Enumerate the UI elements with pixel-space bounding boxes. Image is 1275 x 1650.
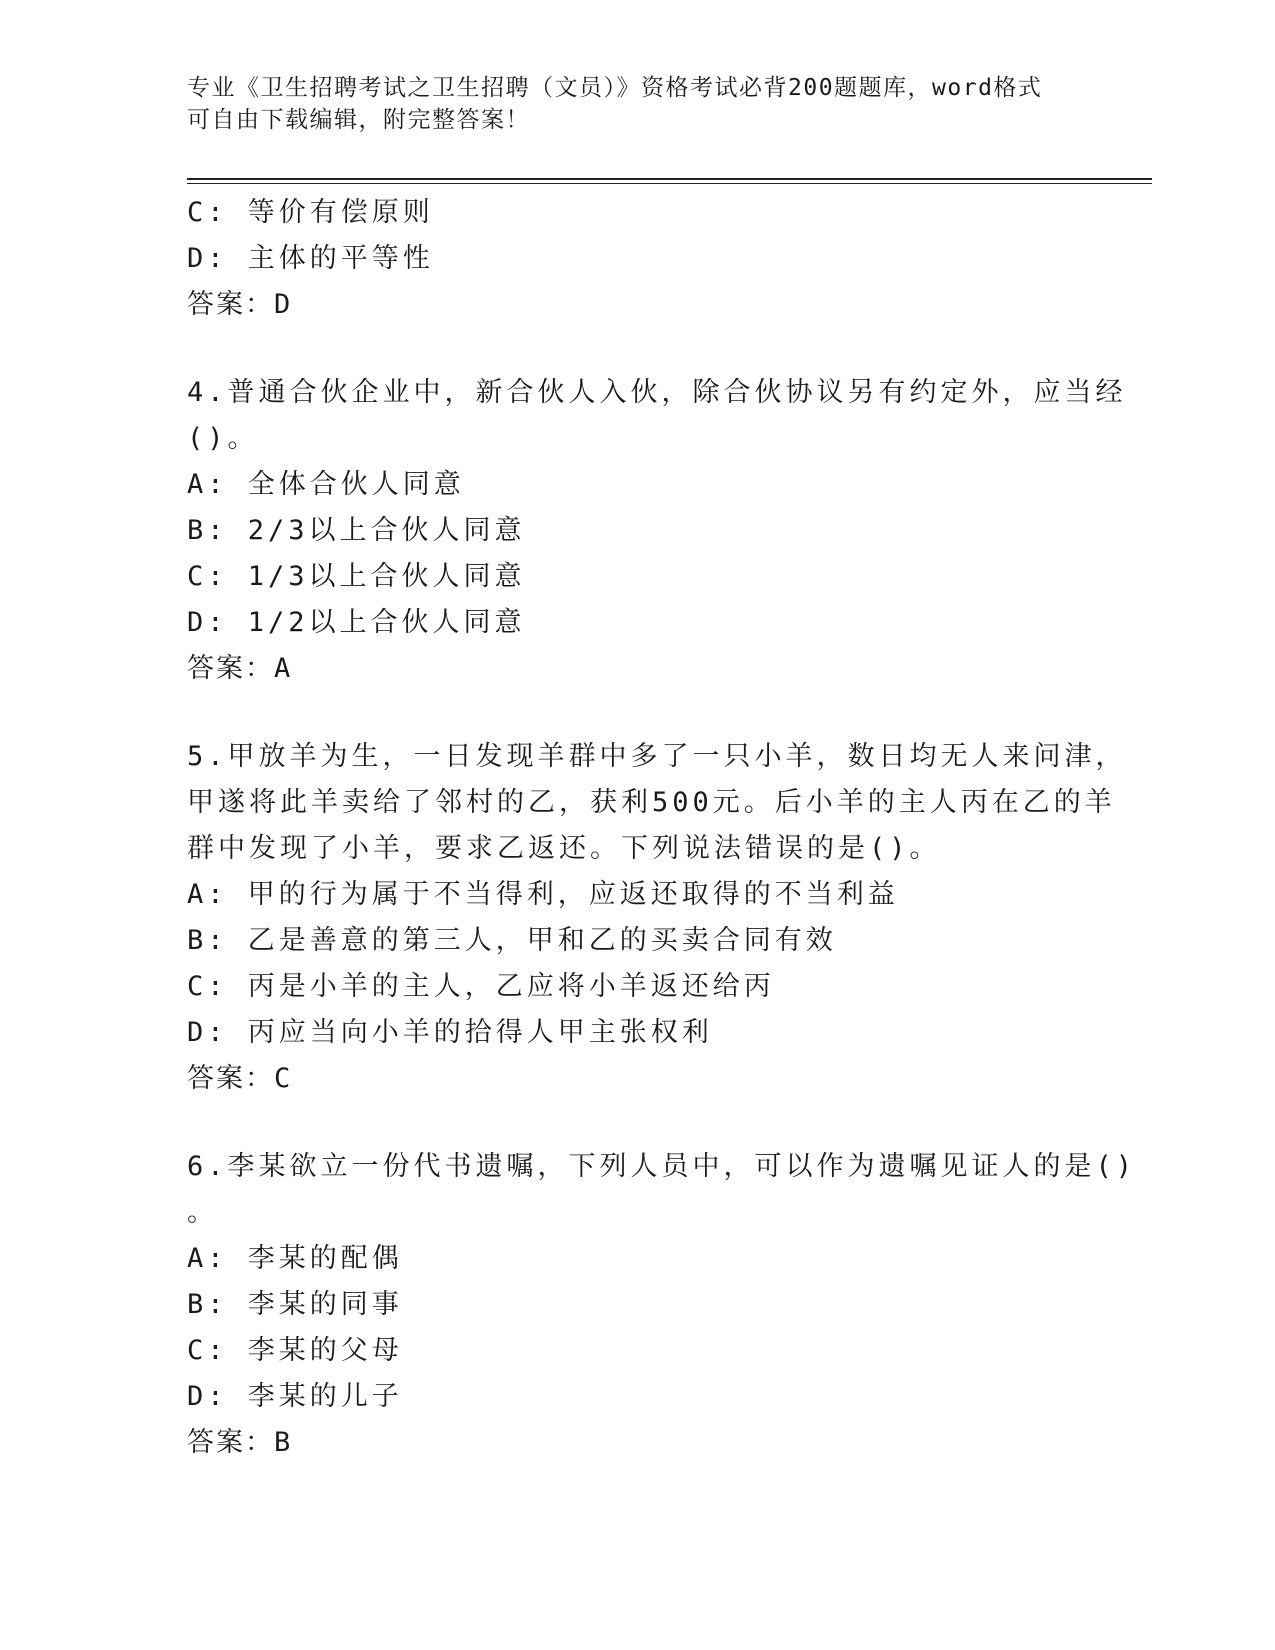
- option-c: C: 李某的父母: [187, 1335, 403, 1366]
- option-c: C: 丙是小羊的主人，乙应将小羊返还给丙: [187, 971, 775, 1002]
- option-a: A: 李某的配偶: [187, 1243, 403, 1274]
- header-divider-thick: [187, 178, 1152, 180]
- option-c: C: 等价有偿原则: [187, 197, 434, 228]
- question-text-line: ()。: [187, 423, 259, 454]
- question-5: [187, 734, 1127, 1102]
- question-text-line: 6.李某欲立一份代书遗嘱，下列人员中，可以作为遗嘱见证人的是(): [187, 1151, 1137, 1182]
- question-text-line: 5.甲放羊为生，一日发现羊群中多了一只小羊，数日均无人来问津，: [187, 741, 1127, 772]
- option-d: D: 主体的平等性: [187, 243, 434, 274]
- question-text-line: 甲遂将此羊卖给了邻村的乙，获利500元。后小羊的主人丙在乙的羊: [187, 787, 1116, 818]
- option-a: A: 甲的行为属于不当得利，应返还取得的不当利益: [187, 879, 899, 910]
- header-title-line-2: 可自由下载编辑，附完整答案！: [187, 107, 530, 133]
- question-text-line: 群中发现了小羊，要求乙返还。下列说法错误的是()。: [187, 833, 941, 864]
- option-b: B: 李某的同事: [187, 1289, 403, 1320]
- spacer: [187, 1102, 1087, 1144]
- answer-label: 答案：A: [187, 653, 293, 684]
- option-a: A: 全体合伙人同意: [187, 469, 465, 500]
- option-d: D: 丙应当向小羊的拾得人甲主张权利: [187, 1017, 713, 1048]
- question-text-line: 。: [187, 1197, 218, 1228]
- answer-label: 答案：B: [187, 1427, 293, 1458]
- header-title-line-1: 专业《卫生招聘考试之卫生招聘（文员）》资格考试必背200题题库，word格式: [187, 75, 1043, 101]
- answer-label: 答案：C: [187, 1063, 293, 1094]
- document-header: [187, 72, 1087, 136]
- spacer: [187, 692, 1087, 734]
- option-b: B: 乙是善意的第三人，甲和乙的买卖合同有效: [187, 925, 837, 956]
- option-d: D: 1/2以上合伙人同意: [187, 607, 526, 638]
- option-c: C: 1/3以上合伙人同意: [187, 561, 526, 592]
- answer-label: 答案：D: [187, 289, 293, 320]
- question-text-line: 4.普通合伙企业中，新合伙人入伙，除合伙协议另有约定外，应当经: [187, 377, 1127, 408]
- question-6: [187, 1144, 1137, 1466]
- question-list: [187, 190, 1137, 1466]
- question-4: [187, 370, 1127, 692]
- option-d: D: 李某的儿子: [187, 1381, 403, 1412]
- header-divider-thin: [187, 183, 1152, 184]
- option-b: B: 2/3以上合伙人同意: [187, 515, 526, 546]
- question-3-continued: [187, 190, 1087, 328]
- spacer: [187, 328, 1087, 370]
